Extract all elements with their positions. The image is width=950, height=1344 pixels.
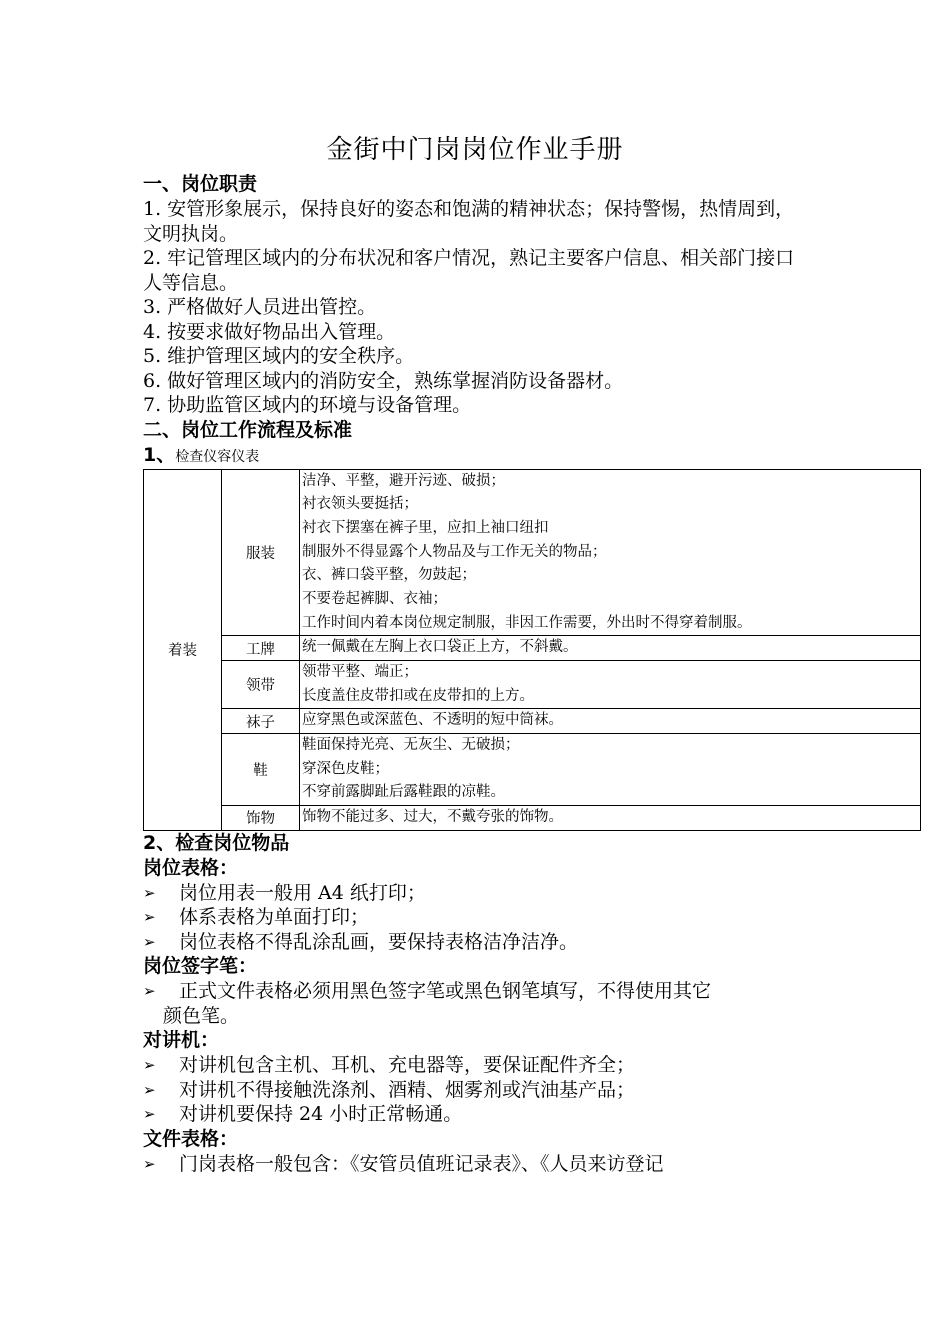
subsection-appearance <box>143 443 923 469</box>
subsection-number: 1、 <box>143 443 176 466</box>
table-row <box>144 734 921 806</box>
category-cell: 着装 <box>144 469 222 830</box>
list-item <box>143 1078 813 1103</box>
list-item-text: 对讲机不得接触洗涤剂、酒精、烟雾剂或汽油基产品； <box>179 1078 636 1101</box>
standard-cell <box>300 636 921 661</box>
list-item-continuation: 颜色笔。 <box>163 1004 240 1027</box>
standard-line: 长度盖住皮带扣或在皮带扣的上方。 <box>302 687 534 704</box>
standard-line: 不要卷起裤脚、衣袖； <box>302 590 447 607</box>
standard-line: 工作时间内着本岗位规定制服，非因工作需要，外出时不得穿着制服。 <box>302 614 752 631</box>
arrow-bullet-icon: ➢ <box>143 883 156 902</box>
section-heading-duties: 一、岗位职责 <box>143 173 258 195</box>
arrow-bullet-icon: ➢ <box>143 908 156 927</box>
standard-cell <box>300 734 921 806</box>
section-heading-workflow: 二、岗位工作流程及标准 <box>143 418 353 441</box>
duty-item: 4. 按要求做好物品出入管理。 <box>143 320 396 343</box>
list-item <box>143 1152 813 1177</box>
pen-heading: 岗位签字笔： <box>143 955 258 978</box>
arrow-bullet-icon: ➢ <box>143 982 156 1001</box>
standard-line: 制服外不得显露个人物品及与工作无关的物品； <box>302 543 607 560</box>
subsection-label: 检查仪容仪表 <box>175 448 260 465</box>
standard-line: 衣、裤口袋平整，勿鼓起； <box>302 567 476 584</box>
standard-line: 饰物不能过多、过大，不戴夸张的饰物。 <box>302 809 563 826</box>
item-cell: 饰物 <box>222 806 300 831</box>
table-row <box>144 806 921 831</box>
document-body <box>143 172 923 1176</box>
standard-line: 鞋面保持光亮、无灰尘、无破损； <box>302 737 520 754</box>
table-row <box>144 636 921 661</box>
table-row <box>144 709 921 734</box>
standard-line: 洁净、平整，避开污迹、破损； <box>302 472 505 489</box>
dress-code-table <box>143 469 921 831</box>
list-item <box>143 905 813 930</box>
standard-line: 衬衣下摆塞在裤子里，应扣上袖口纽扣 <box>302 519 549 536</box>
standard-cell <box>300 661 921 709</box>
list-item <box>143 881 813 906</box>
list-item <box>143 1053 813 1078</box>
arrow-bullet-icon: ➢ <box>143 1154 156 1173</box>
standard-line: 穿深色皮鞋； <box>302 760 389 777</box>
standard-line: 统一佩戴在左胸上衣口袋正上方，不斜戴。 <box>302 639 578 656</box>
item-cell: 鞋 <box>222 734 300 806</box>
item-cell: 领带 <box>222 661 300 709</box>
duty-item: 1. 安管形象展示，保持良好的姿态和饱满的精神状态；保持警惕，热情周到，文明执岗。 <box>143 198 795 245</box>
standard-line: 领带平整、端正； <box>302 664 418 680</box>
arrow-bullet-icon: ➢ <box>143 1080 156 1099</box>
duty-item: 3. 严格做好人员进出管控。 <box>143 296 377 318</box>
list-item-text: 正式文件表格必须用黑色签字笔或黑色钢笔填写，不得使用其它 <box>179 980 712 1003</box>
arrow-bullet-icon: ➢ <box>143 932 156 951</box>
radio-heading: 对讲机： <box>143 1029 220 1052</box>
list-item <box>143 930 813 955</box>
item-cell: 袜子 <box>222 709 300 734</box>
docs-heading: 文件表格： <box>143 1127 239 1150</box>
table-row <box>144 661 921 709</box>
list-item-text: 岗位用表一般用 A4 纸打印； <box>179 881 426 904</box>
list-item-text: 岗位表格不得乱涂乱画，要保持表格洁净洁净。 <box>179 930 579 953</box>
list-item <box>143 979 813 1004</box>
duty-item: 7. 协助监管区域内的环境与设备管理。 <box>143 394 472 416</box>
table-row <box>144 469 921 636</box>
list-item-text: 门岗表格一般包含：《安管员值班记录表》、《人员来访登记 <box>179 1152 664 1175</box>
forms-heading: 岗位表格： <box>143 856 239 879</box>
page-title: 金街中门岗岗位作业手册 <box>326 135 624 165</box>
duty-item: 2. 牢记管理区域内的分布状况和客户情况，熟记主要客户信息、相关部门接口人等信息。 <box>143 247 795 294</box>
duty-item: 6. 做好管理区域内的消防安全，熟练掌握消防设备器材。 <box>143 369 624 392</box>
list-item-text: 对讲机要保持 24 小时正常畅通。 <box>179 1103 463 1126</box>
standard-line: 不穿前露脚趾后露鞋跟的凉鞋。 <box>302 784 505 801</box>
item-cell: 工牌 <box>222 636 300 661</box>
standard-cell <box>300 709 921 734</box>
arrow-bullet-icon: ➢ <box>143 1056 156 1075</box>
standard-cell <box>300 806 921 831</box>
list-item-text: 体系表格为单面打印； <box>179 906 370 929</box>
subsection-items-heading: 2、检查岗位物品 <box>143 831 290 854</box>
arrow-bullet-icon: ➢ <box>143 1105 156 1124</box>
item-cell: 服装 <box>222 469 300 636</box>
list-item <box>143 1102 813 1127</box>
duty-item: 5. 维护管理区域内的安全秩序。 <box>143 345 415 367</box>
standard-line: 衬衣领头要挺括； <box>302 496 418 513</box>
standard-line: 应穿黑色或深蓝色、不透明的短中筒袜。 <box>302 712 563 729</box>
standard-cell <box>300 469 921 636</box>
list-item-text: 对讲机包含主机、耳机、充电器等，要保证配件齐全； <box>179 1054 636 1077</box>
